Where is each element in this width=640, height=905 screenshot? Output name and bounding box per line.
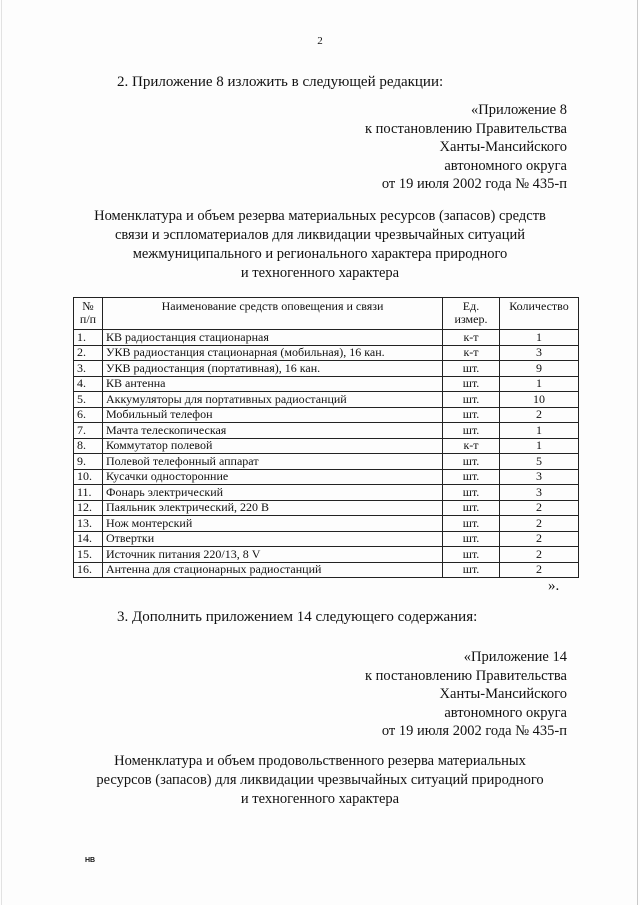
row-quantity: 1 bbox=[500, 438, 579, 454]
row-unit: шт. bbox=[443, 376, 500, 392]
table-row bbox=[74, 361, 579, 377]
appendix-line: Ханты-Мансийского bbox=[439, 686, 567, 702]
row-name: Мачта телескопическая bbox=[103, 423, 443, 439]
table-row bbox=[74, 376, 579, 392]
row-quantity: 2 bbox=[500, 516, 579, 532]
row-quantity: 3 bbox=[500, 469, 579, 485]
row-name: УКВ радиостанция (портативная), 16 кан. bbox=[103, 361, 443, 377]
header-num-line2: п/п bbox=[79, 312, 97, 326]
row-unit: шт. bbox=[443, 392, 500, 408]
row-name: Нож монтерский bbox=[103, 516, 443, 532]
row-name: Отвертки bbox=[103, 531, 443, 547]
row-name: Кусачки односторонние bbox=[103, 469, 443, 485]
header-name: Наименование средств оповещения и связи bbox=[103, 298, 443, 330]
row-quantity: 3 bbox=[500, 485, 579, 501]
table-row bbox=[74, 469, 579, 485]
page-number: 2 bbox=[317, 35, 323, 47]
row-name: Полевой телефонный аппарат bbox=[103, 454, 443, 470]
row-name: Источник питания 220/13, 8 V bbox=[103, 547, 443, 563]
title-line: связи и эспломатериалов для ликвидации чрезвычайных ситуаций bbox=[114, 227, 526, 243]
appendix-line: к постановлению Правительства bbox=[365, 667, 567, 684]
table-row bbox=[74, 485, 579, 501]
row-name: Мобильный телефон bbox=[103, 407, 443, 423]
row-quantity: 9 bbox=[500, 361, 579, 377]
row-unit: шт. bbox=[443, 531, 500, 547]
row-number: 14. bbox=[74, 531, 103, 547]
row-name: КВ радиостанция стационарная bbox=[103, 330, 443, 346]
title-line: Номенклатура и объем продовольственного резерва материальных bbox=[114, 753, 526, 769]
row-number: 2. bbox=[74, 345, 103, 361]
appendix-line: от 19 июля 2002 года № 435-п bbox=[381, 176, 567, 192]
row-unit: шт. bbox=[443, 407, 500, 423]
row-quantity: 2 bbox=[500, 500, 579, 516]
row-unit: шт. bbox=[443, 469, 500, 485]
row-name: КВ антенна bbox=[103, 376, 443, 392]
row-number: 15. bbox=[74, 547, 103, 563]
row-name: Фонарь электрический bbox=[103, 485, 443, 501]
header-num bbox=[74, 298, 103, 330]
table-row bbox=[74, 562, 579, 578]
appendix-line: «Приложение 8 bbox=[471, 102, 567, 118]
appendix-8-title bbox=[60, 207, 580, 283]
title-line: Номенклатура и объем резерва материальных ресурсов (запасов) средств bbox=[94, 208, 546, 224]
row-number: 4. bbox=[74, 376, 103, 392]
header-unit-line1: Ед. bbox=[462, 299, 480, 313]
row-unit: шт. bbox=[443, 423, 500, 439]
row-unit: к-т bbox=[443, 345, 500, 361]
table-body bbox=[74, 330, 579, 578]
table-row bbox=[74, 345, 579, 361]
table-row bbox=[74, 500, 579, 516]
row-unit: шт. bbox=[443, 485, 500, 501]
row-number: 6. bbox=[74, 407, 103, 423]
row-name: Антенна для стационарных радиостанций bbox=[103, 562, 443, 578]
row-unit: к-т bbox=[443, 330, 500, 346]
header-num-line1: № bbox=[82, 299, 94, 313]
appendix-14-header bbox=[365, 648, 567, 741]
row-number: 10. bbox=[74, 469, 103, 485]
table-row bbox=[74, 516, 579, 532]
row-unit: шт. bbox=[443, 547, 500, 563]
row-name: Аккумуляторы для портативных радиостанций bbox=[103, 392, 443, 408]
row-quantity: 2 bbox=[500, 407, 579, 423]
row-name: УКВ радиостанция стационарная (мобильная), 16 кан. bbox=[103, 345, 443, 361]
table-row bbox=[74, 392, 579, 408]
row-unit: к-т bbox=[443, 438, 500, 454]
item-2-instruction: 2. Приложение 8 изложить в следующей редакции: bbox=[117, 74, 444, 90]
title-line: ресурсов (запасов) для ликвидации чрезвычайных ситуаций природного bbox=[96, 772, 544, 788]
row-quantity: 1 bbox=[500, 423, 579, 439]
row-quantity: 1 bbox=[500, 376, 579, 392]
row-name: Коммутатор полевой bbox=[103, 438, 443, 454]
row-number: 16. bbox=[74, 562, 103, 578]
appendix-14-title bbox=[60, 752, 580, 809]
row-quantity: 2 bbox=[500, 562, 579, 578]
title-line: межмуниципального и регионального характера природного bbox=[132, 246, 508, 262]
row-quantity: 5 bbox=[500, 454, 579, 470]
appendix-line: Ханты-Мансийского bbox=[439, 139, 567, 155]
row-unit: шт. bbox=[443, 516, 500, 532]
appendix-line: к постановлению Правительства bbox=[365, 120, 567, 137]
header-unit-line2: измер. bbox=[454, 312, 488, 326]
row-unit: шт. bbox=[443, 454, 500, 470]
footer-mark: НВ bbox=[85, 857, 96, 864]
table-row bbox=[74, 531, 579, 547]
appendix-line: автономного округа bbox=[444, 157, 567, 174]
closing-quote: ». bbox=[548, 578, 560, 594]
row-unit: шт. bbox=[443, 361, 500, 377]
row-quantity: 3 bbox=[500, 345, 579, 361]
table-row bbox=[74, 547, 579, 563]
table-row bbox=[74, 423, 579, 439]
row-number: 7. bbox=[74, 423, 103, 439]
row-number: 12. bbox=[74, 500, 103, 516]
row-number: 9. bbox=[74, 454, 103, 470]
row-name: Паяльник электрический, 220 В bbox=[103, 500, 443, 516]
table-row bbox=[74, 407, 579, 423]
row-number: 3. bbox=[74, 361, 103, 377]
header-qty: Количество bbox=[500, 298, 579, 330]
row-unit: шт. bbox=[443, 562, 500, 578]
appendix-8-header bbox=[365, 101, 567, 194]
row-number: 8. bbox=[74, 438, 103, 454]
row-quantity: 10 bbox=[500, 392, 579, 408]
row-quantity: 2 bbox=[500, 531, 579, 547]
appendix-line: от 19 июля 2002 года № 435-п bbox=[381, 723, 567, 739]
table-row bbox=[74, 438, 579, 454]
appendix-line: автономного округа bbox=[444, 704, 567, 721]
table-header-row bbox=[74, 298, 579, 330]
table-row bbox=[74, 330, 579, 346]
row-number: 13. bbox=[74, 516, 103, 532]
equipment-table bbox=[73, 297, 579, 578]
table-row bbox=[74, 454, 579, 470]
item-3-instruction: 3. Дополнить приложением 14 следующего содержания: bbox=[117, 609, 478, 625]
scan-edge-left bbox=[1, 0, 2, 905]
row-number: 5. bbox=[74, 392, 103, 408]
row-quantity: 2 bbox=[500, 547, 579, 563]
row-number: 1. bbox=[74, 330, 103, 346]
row-unit: шт. bbox=[443, 500, 500, 516]
appendix-line: «Приложение 14 bbox=[463, 649, 567, 665]
scan-edge-right bbox=[637, 0, 638, 905]
row-quantity: 1 bbox=[500, 330, 579, 346]
header-unit bbox=[443, 298, 500, 330]
row-number: 11. bbox=[74, 485, 103, 501]
title-line: и техногенного характера bbox=[240, 791, 400, 807]
title-line: и техногенного характера bbox=[240, 265, 400, 281]
